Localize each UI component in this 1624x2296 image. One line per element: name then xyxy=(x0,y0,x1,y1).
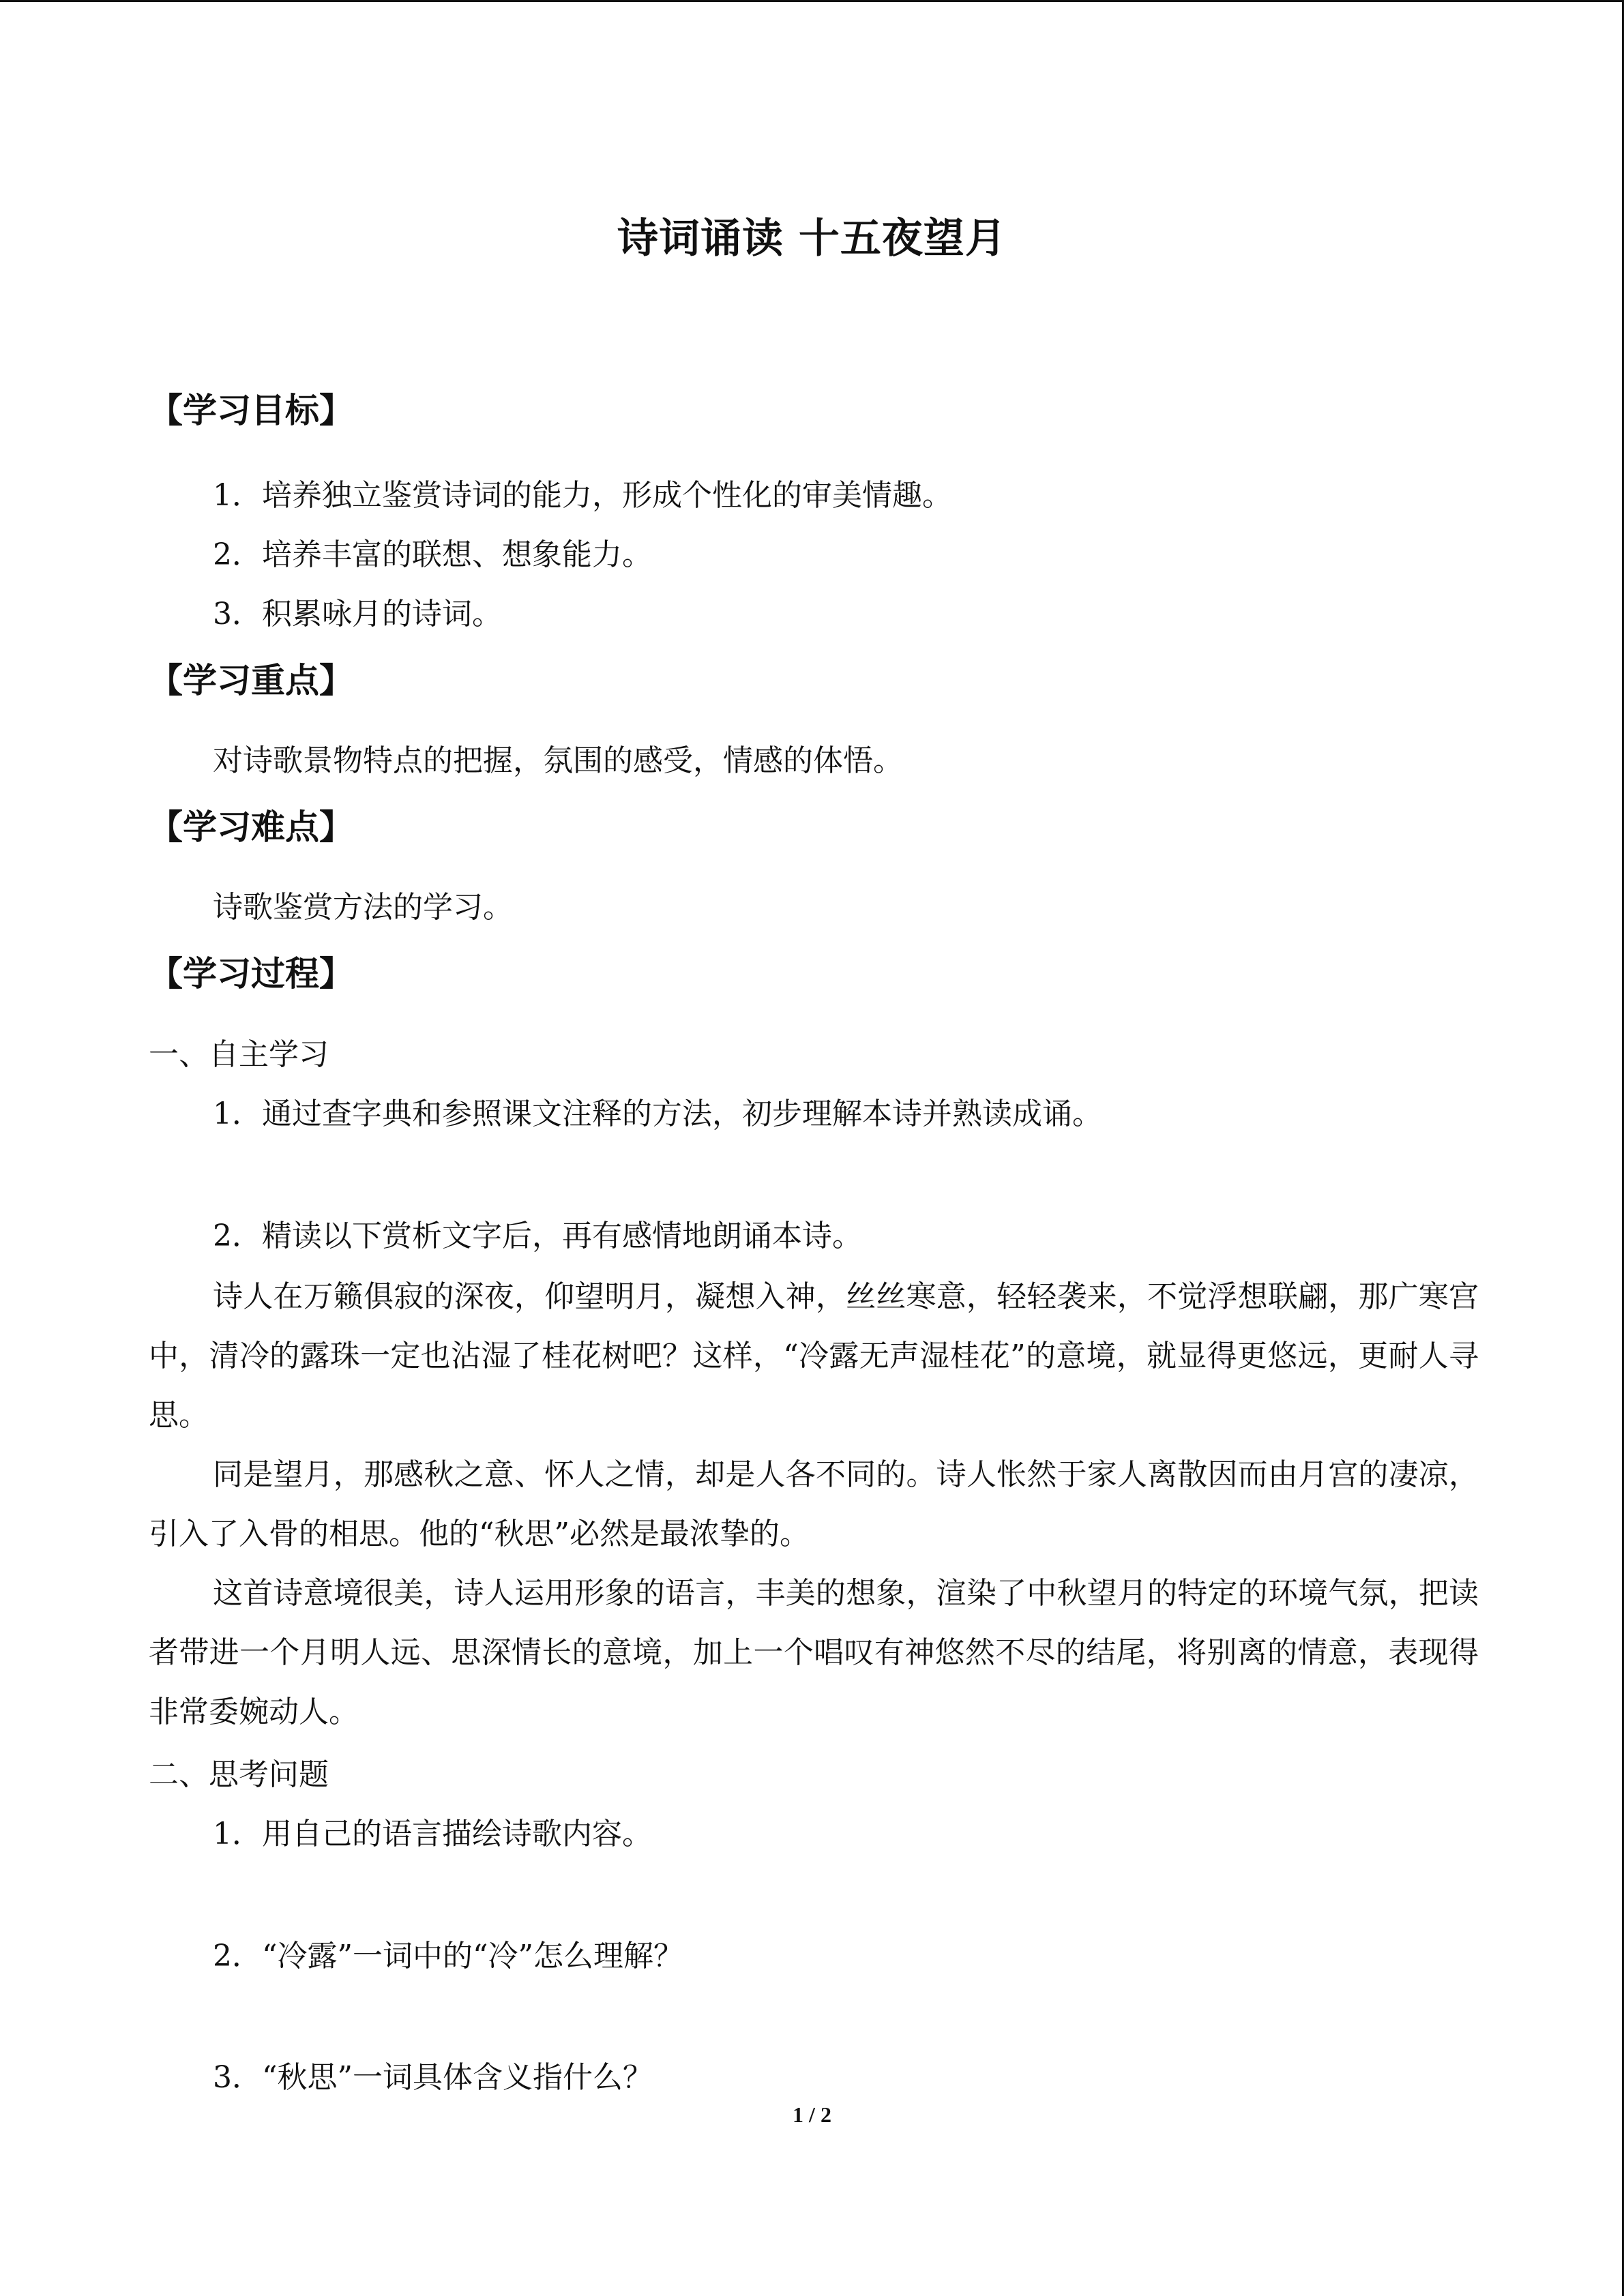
analysis-paragraph-2: 同是望月，那感秋之意、怀人之情，却是人各不同的。诗人怅然于家人离散因而由月宫的凄凉，引入了入骨的相思。他的“秋思”必然是最浓挚的。 xyxy=(149,1457,1479,1551)
part1-title: 一、自主学习 xyxy=(149,1037,329,1072)
heading-goals: 【学习目标】 xyxy=(149,391,353,430)
heading-difficulties: 【学习难点】 xyxy=(149,807,353,847)
key-points-text: 对诗歌景物特点的把握，氛围的感受，情感的体悟。 xyxy=(213,743,903,778)
part1-item-1: 1．通过查字典和参照课文注释的方法，初步理解本诗并熟读成诵。 xyxy=(213,1097,1102,1131)
page-title: 诗词诵读 十五夜望月 xyxy=(617,215,1007,263)
goal-item-1: 1．培养独立鉴赏诗词的能力，形成个性化的审美情趣。 xyxy=(213,478,952,513)
goal-item-3: 3．积累咏月的诗词。 xyxy=(213,597,502,631)
heading-process: 【学习过程】 xyxy=(149,954,353,994)
part2-title: 二、思考问题 xyxy=(149,1757,329,1792)
analysis-paragraph-3: 这首诗意境很美，诗人运用形象的语言，丰美的想象，渲染了中秋望月的特定的环境气氛，把读者带进一个月明人远、思深情长的意境，加上一个唱叹有神悠然不尽的结尾，将别离的情意，表现得非常委婉动人。 xyxy=(149,1576,1479,1729)
heading-key-points: 【学习重点】 xyxy=(149,661,353,700)
page-indicator: 1 / 2 xyxy=(793,2102,831,2127)
question-2: 2．“冷露”一词中的“冷”怎么理解？ xyxy=(213,1939,683,1973)
goal-item-2: 2．培养丰富的联想、想象能力。 xyxy=(213,537,652,572)
question-3: 3．“秋思”一词具体含义指什么？ xyxy=(213,2060,653,2095)
difficulties-text: 诗歌鉴赏方法的学习。 xyxy=(213,890,513,925)
question-1: 1．用自己的语言描绘诗歌内容。 xyxy=(213,1817,652,1851)
analysis-paragraph-1: 诗人在万籁俱寂的深夜，仰望明月，凝想入神，丝丝寒意，轻轻袭来，不觉浮想联翩，那广寒宫中，清冷的露珠一定也沾湿了桂花树吧？这样，“冷露无声湿桂花”的意境，就显得更悠远，更耐人寻思。 xyxy=(149,1279,1479,1433)
part1-item-2: 2．精读以下赏析文字后，再有感情地朗诵本诗。 xyxy=(213,1219,862,1253)
